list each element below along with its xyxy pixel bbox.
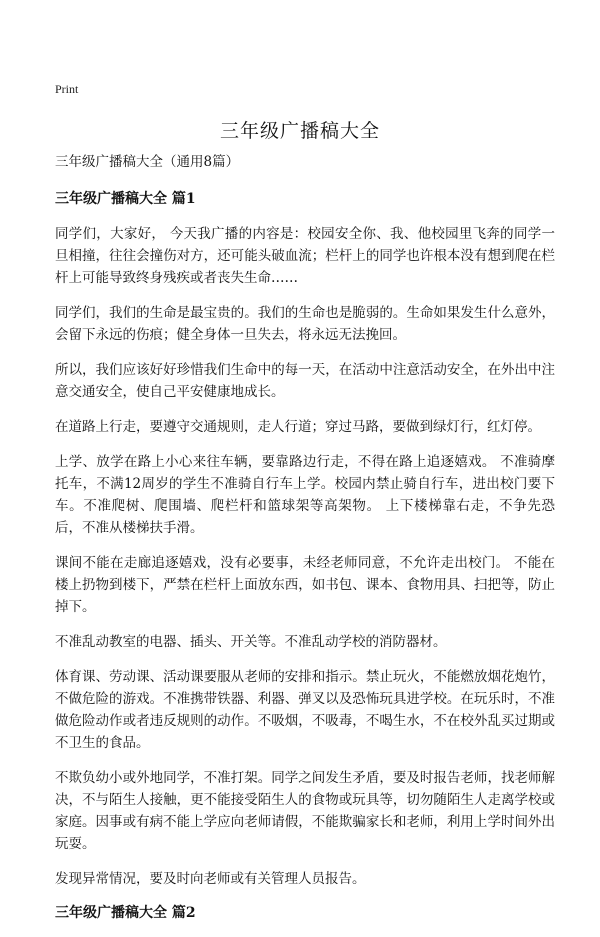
paragraph: 发现异常情况，要及时向老师或有关管理人员报告。 <box>55 871 366 887</box>
document-body <box>55 152 555 937</box>
paragraph: 所以，我们应该好好珍惜我们生命中的每一天，在活动中注意活动安全，在外出中注意交通安全，使自己平安健康地成长。 <box>55 362 555 400</box>
paragraph: 同学们，大家好， 今天我广播的内容是：校园安全你、我、他校园里飞奔的同学一旦相撞，往往会撞伤对方，还可能头破血流；栏杆上的同学也许根本没有想到爬在栏杆上可能导致终身残疾或者丧失生命…… <box>55 226 555 286</box>
paragraph: 同学们，我们的生命是最宝贵的。我们的生命也是脆弱的。生命如果发生什么意外，会留下永远的伤痕；健全身体一旦失去，将永远无法挽回。 <box>55 305 555 343</box>
paragraph: 在道路上行走，要遵守交通规则，走人行道；穿过马路，要做到绿灯行，红灯停。 <box>55 419 541 435</box>
paragraph: 上学、放学在路上小心来往车辆，要靠路边行走，不得在路上追逐嬉戏。 不准骑摩托车，不满12周岁的学生不准骑自行车上学。校园内禁止骑自行车，进出校门要下车。不准爬树、爬围墙、爬栏杆和篮球架等高架物。 上下楼梯靠右走，不争先恐后，不准从楼梯扶手滑。 <box>55 454 555 536</box>
page-title: 三年级广播稿大全 <box>219 120 380 142</box>
paragraph: 不准乱动教室的电器、插头、开关等。不准乱动学校的消防器材。 <box>55 634 447 650</box>
document-subtitle: 三年级广播稿大全（通用8篇） <box>55 154 240 170</box>
paragraph: 不欺负幼小或外地同学，不准打架。同学之间发生矛盾，要及时报告老师，找老师解决，不与陌生人接触，更不能接受陌生人的食物或玩具等，切勿随陌生人走离学校或家庭。因事或有病不能上学应向老师请假，不能欺骗家长和老师，利用上学时间外出玩耍。 <box>55 770 555 852</box>
paragraph: 体育课、劳动课、活动课要服从老师的安排和指示。禁止玩火，不能燃放烟花炮竹，不做危险的游戏。不准携带铁器、利器、弹叉以及恐怖玩具进学校。在玩乐时，不准做危险动作或者违反规则的动作。不吸烟，不吸毒，不喝生水，不在校外乱买过期或不卫生的食品。 <box>55 669 555 751</box>
print-link[interactable]: Print <box>55 82 79 96</box>
section-heading-2: 三年级广播稿大全 篇2 <box>55 905 196 921</box>
section-heading-1: 三年级广播稿大全 篇1 <box>55 191 196 207</box>
paragraph: 课间不能在走廊追逐嬉戏，没有必要事，未经老师同意，不允许走出校门。 不能在楼上扔物到楼下，严禁在栏杆上面放东西，如书包、课本、食物用具、扫把等，防止掉下。 <box>55 555 555 615</box>
